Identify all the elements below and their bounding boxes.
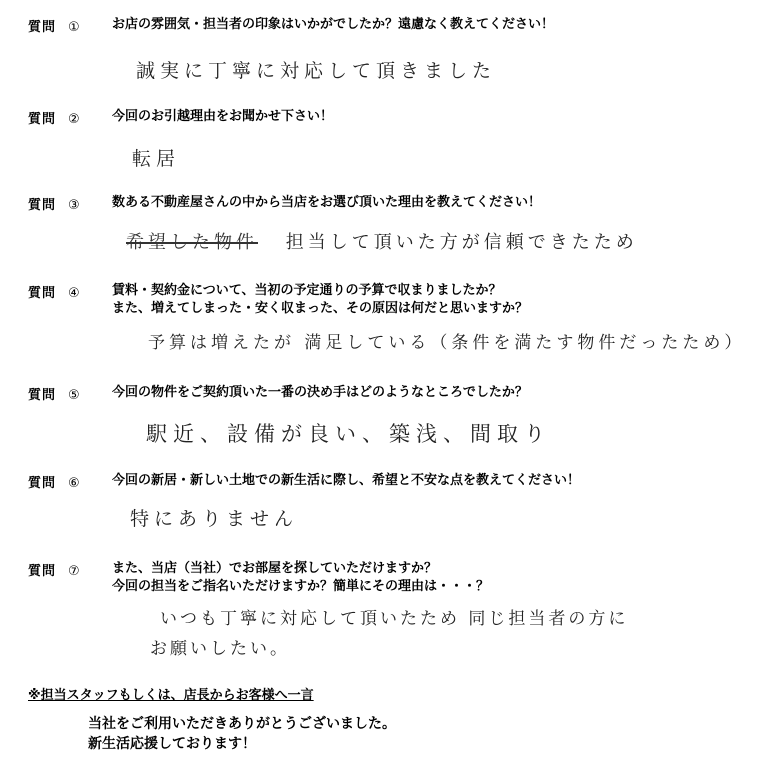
- answer-line: 転居: [132, 148, 181, 170]
- question-line: 賃料・契約金について、当初の予定通りの予算で収まりましたか？: [112, 283, 502, 298]
- question-number: ④: [68, 286, 81, 301]
- question-text-7: [112, 560, 489, 596]
- question-word: 質問: [28, 476, 57, 491]
- question-number: ⑦: [68, 564, 81, 579]
- question-number: ③: [68, 198, 81, 213]
- answer-line: 誠実に丁寧に対応して頂きました: [136, 60, 497, 82]
- answer-line: 駅近、設備が良い、築浅、間取り: [146, 422, 551, 446]
- question-line: また、増えてしまった・安く収まった、その原因は何だと思いますか？: [112, 301, 529, 316]
- question-label-2: [28, 108, 81, 127]
- question-text-4: [112, 282, 528, 318]
- question-label-5: [28, 384, 81, 403]
- question-text-5: [112, 384, 528, 402]
- question-word: 質問: [28, 20, 57, 35]
- answer-6: [130, 504, 298, 531]
- answer-4: [148, 328, 745, 353]
- question-word: 質問: [28, 388, 57, 403]
- question-number: ⑤: [68, 388, 81, 403]
- answer-line: 特にありません: [130, 508, 299, 530]
- staff-message: [88, 714, 396, 754]
- staff-message-line: 新生活応援しております！: [88, 736, 256, 752]
- question-number: ①: [68, 20, 81, 35]
- staff-heading: ※担当スタッフもしくは、店長からお客様へ一言: [28, 688, 314, 703]
- question-label-6: [28, 472, 81, 491]
- question-label-4: [28, 282, 81, 301]
- question-line: 数ある不動産屋さんの中から当店をお選び頂いた理由を教えてください！: [112, 195, 542, 210]
- question-word: 質問: [28, 286, 57, 301]
- question-number: ②: [68, 112, 81, 127]
- answer-line: お願いしたい。: [150, 639, 290, 659]
- answer-line: いつも丁寧に対応して頂いたため 同じ担当者の方に: [160, 609, 629, 629]
- staff-message-line: 当社をご利用いただきありがとうございました。: [88, 716, 396, 732]
- question-line: また、当店（当社）でお部屋を探していただけますか？: [112, 561, 438, 576]
- question-text-6: [112, 472, 580, 490]
- answer-2: [132, 144, 180, 171]
- question-label-7: [28, 560, 81, 579]
- question-label-3: [28, 194, 81, 213]
- question-text-3: [112, 194, 541, 212]
- question-text-1: [112, 16, 554, 34]
- question-line: お店の雰囲気・担当者の印象はいかがでしたか？遠慮なく教えてください！: [112, 17, 555, 32]
- question-word: 質問: [28, 112, 57, 127]
- answer-5: [146, 418, 551, 448]
- question-text-2: [112, 108, 333, 126]
- question-number: ⑥: [68, 476, 81, 491]
- question-word: 質問: [28, 198, 57, 213]
- question-line: 今回の担当をご指名いただけますか？簡単にその理由は・・・？: [112, 579, 490, 594]
- answer-3: [126, 228, 638, 254]
- question-line: 今回の新居・新しい土地での新生活に際し、希望と不安な点を教えてください！: [112, 473, 581, 488]
- question-line: 今回の物件をご契約頂いた一番の決め手はどのようなところでしたか？: [112, 385, 528, 400]
- answer-line: 担当して頂いた方が信頼できたため: [285, 232, 638, 253]
- answer-7: [150, 604, 628, 664]
- question-line: 今回のお引越理由をお聞かせ下さい！: [112, 109, 334, 124]
- question-label-1: [28, 16, 81, 35]
- question-word: 質問: [28, 564, 57, 579]
- struck-answer: 希望した物件: [126, 232, 258, 253]
- answer-line: 予算は増えたが 満足している（条件を満たす物件だったため）: [148, 333, 746, 353]
- answer-1: [136, 56, 496, 83]
